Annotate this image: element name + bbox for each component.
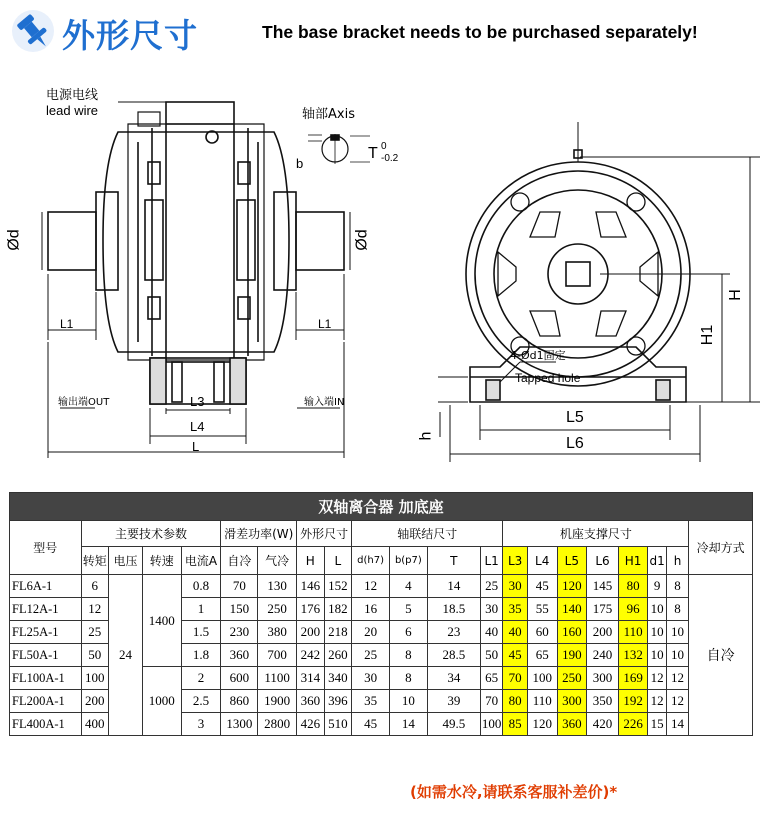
- cell-air: 2800: [258, 713, 297, 736]
- cell-air: 250: [258, 598, 297, 621]
- page-title: 外形尺寸: [62, 16, 198, 55]
- model-cell: FL12A-1: [10, 598, 82, 621]
- cell-d: 25: [352, 644, 390, 667]
- cell-l1: 40: [480, 621, 502, 644]
- cell-l3: 85: [503, 713, 528, 736]
- cell-l1: 30: [480, 598, 502, 621]
- cell-self: 360: [221, 644, 258, 667]
- subheader: T: [427, 547, 480, 575]
- cell-b: 4: [389, 575, 427, 598]
- cell-air: 1100: [258, 667, 297, 690]
- header-model: 型号: [10, 521, 82, 575]
- subheader: b(p7): [389, 547, 427, 575]
- h-total-label: H: [726, 289, 744, 301]
- subheader: L3: [503, 547, 528, 575]
- cell-h: 360: [297, 690, 325, 713]
- cell-h1: 226: [618, 713, 648, 736]
- cell-h1: 80: [618, 575, 648, 598]
- cell-d1: 10: [648, 598, 666, 621]
- cell-d1: 15: [648, 713, 666, 736]
- cell-d: 12: [352, 575, 390, 598]
- subheader: L: [324, 547, 352, 575]
- subheader: h: [666, 547, 688, 575]
- subheader: 转矩: [81, 547, 109, 575]
- cell-t: 14: [427, 575, 480, 598]
- speed-cell: 1400: [142, 575, 181, 667]
- cell-torque: 200: [81, 690, 109, 713]
- cell-d1: 12: [648, 690, 666, 713]
- subheader: H1: [618, 547, 648, 575]
- cell-l: 340: [324, 667, 352, 690]
- cell-h1: 192: [618, 690, 648, 713]
- cell-l3: 35: [503, 598, 528, 621]
- cell-l: 182: [324, 598, 352, 621]
- cell-current: 2.5: [181, 690, 221, 713]
- lead-wire-cn-label: 电源电线: [46, 88, 99, 103]
- cell-l5: 160: [557, 621, 587, 644]
- cell-l5: 190: [557, 644, 587, 667]
- cell-torque: 50: [81, 644, 109, 667]
- header-slip-power: 滑差功率(W): [221, 521, 297, 547]
- cell-l6: 175: [587, 598, 619, 621]
- cell-t: 18.5: [427, 598, 480, 621]
- cell-h: 14: [666, 713, 688, 736]
- table-row: [10, 575, 753, 598]
- l-label: L: [192, 439, 200, 454]
- cell-air: 130: [258, 575, 297, 598]
- cell-l5: 250: [557, 667, 587, 690]
- cell-l4: 55: [527, 598, 557, 621]
- cell-h: 146: [297, 575, 325, 598]
- cell-t: 49.5: [427, 713, 480, 736]
- cell-d: 35: [352, 690, 390, 713]
- cell-self: 150: [221, 598, 258, 621]
- cell-b: 8: [389, 667, 427, 690]
- cell-l6: 350: [587, 690, 619, 713]
- cell-h1: 110: [618, 621, 648, 644]
- table-title: 双轴离合器 加底座: [10, 493, 753, 521]
- pin-icon: [10, 8, 56, 54]
- subheader: 气冷: [258, 547, 297, 575]
- l5-label: L5: [566, 409, 584, 426]
- cell-l4: 120: [527, 713, 557, 736]
- cell-l: 218: [324, 621, 352, 644]
- cell-h: 200: [297, 621, 325, 644]
- cell-current: 1.8: [181, 644, 221, 667]
- cell-l1: 50: [480, 644, 502, 667]
- cell-self: 70: [221, 575, 258, 598]
- cell-d1: 10: [648, 621, 666, 644]
- l3-label: L3: [190, 394, 205, 409]
- cell-l3: 45: [503, 644, 528, 667]
- cell-current: 3: [181, 713, 221, 736]
- purchase-note: The base bracket needs to be purchased separately!: [262, 22, 698, 42]
- cell-l: 260: [324, 644, 352, 667]
- cell-torque: 25: [81, 621, 109, 644]
- cell-torque: 400: [81, 713, 109, 736]
- lead-wire-en-label: lead wire: [46, 103, 99, 118]
- cell-l1: 100: [480, 713, 502, 736]
- l1-left-label: L1: [60, 317, 74, 331]
- l4-label: L4: [190, 419, 205, 434]
- page-header: [0, 0, 761, 62]
- subheader: d1: [648, 547, 666, 575]
- cell-h: 12: [666, 690, 688, 713]
- cell-b: 14: [389, 713, 427, 736]
- cell-l6: 200: [587, 621, 619, 644]
- header-cooling: 冷却方式: [689, 521, 753, 575]
- cell-self: 600: [221, 667, 258, 690]
- cell-h: 242: [297, 644, 325, 667]
- header-shaft: 轴联结尺寸: [352, 521, 503, 547]
- technical-drawing: [0, 62, 761, 482]
- cell-air: 700: [258, 644, 297, 667]
- model-cell: FL400A-1: [10, 713, 82, 736]
- cell-l4: 60: [527, 621, 557, 644]
- cell-l4: 65: [527, 644, 557, 667]
- cell-h: 8: [666, 598, 688, 621]
- cell-h1: 132: [618, 644, 648, 667]
- cell-h: 8: [666, 575, 688, 598]
- axis-label: 轴部Axis: [302, 107, 355, 122]
- spec-table: [9, 492, 753, 736]
- cell-current: 0.8: [181, 575, 221, 598]
- cooling-cell: 自冷: [689, 575, 753, 736]
- cell-l6: 240: [587, 644, 619, 667]
- cell-t: 28.5: [427, 644, 480, 667]
- subheader: d(h7): [352, 547, 390, 575]
- tolerance-t-label: T: [368, 145, 378, 162]
- cell-current: 1: [181, 598, 221, 621]
- h-base-label: h: [417, 431, 435, 441]
- cell-b: 10: [389, 690, 427, 713]
- dimension-drawing: [0, 62, 761, 482]
- cell-d: 30: [352, 667, 390, 690]
- subheader: L6: [587, 547, 619, 575]
- model-cell: FL100A-1: [10, 667, 82, 690]
- cell-l1: 25: [480, 575, 502, 598]
- cell-h: 10: [666, 644, 688, 667]
- subheader: L4: [527, 547, 557, 575]
- voltage-cell: 24: [109, 575, 143, 736]
- cell-t: 34: [427, 667, 480, 690]
- header-base: 机座支撑尺寸: [503, 521, 689, 547]
- cell-air: 1900: [258, 690, 297, 713]
- model-cell: FL6A-1: [10, 575, 82, 598]
- tolerance-lower: -0.2: [381, 153, 399, 164]
- cell-l4: 100: [527, 667, 557, 690]
- cell-d: 16: [352, 598, 390, 621]
- l1-right-label: L1: [318, 317, 332, 331]
- water-cooling-note: (如需水冷,请联系客服补差价)*: [410, 783, 618, 801]
- h1-label: H1: [699, 324, 717, 346]
- key-width-b-label: b: [296, 156, 304, 171]
- shaft-diameter-left: Ød: [5, 229, 23, 251]
- model-cell: FL25A-1: [10, 621, 82, 644]
- subheader: L5: [557, 547, 587, 575]
- header-main-params: 主要技术参数: [81, 521, 221, 547]
- shaft-diameter-right: Ød: [353, 229, 371, 251]
- cell-l3: 70: [503, 667, 528, 690]
- cell-torque: 12: [81, 598, 109, 621]
- cell-torque: 6: [81, 575, 109, 598]
- cell-l5: 120: [557, 575, 587, 598]
- cell-current: 1.5: [181, 621, 221, 644]
- subheader: H: [297, 547, 325, 575]
- subheader: 转速: [142, 547, 181, 575]
- cell-h1: 169: [618, 667, 648, 690]
- cell-h: 314: [297, 667, 325, 690]
- cell-l3: 30: [503, 575, 528, 598]
- cell-l4: 45: [527, 575, 557, 598]
- left-shaft: [48, 212, 96, 270]
- right-shaft: [296, 212, 344, 270]
- cell-l: 152: [324, 575, 352, 598]
- cell-l6: 300: [587, 667, 619, 690]
- cell-l6: 420: [587, 713, 619, 736]
- cell-t: 23: [427, 621, 480, 644]
- cell-d1: 10: [648, 644, 666, 667]
- model-cell: FL50A-1: [10, 644, 82, 667]
- l6-label: L6: [566, 435, 584, 452]
- cell-b: 8: [389, 644, 427, 667]
- tolerance-upper: 0: [381, 141, 387, 152]
- cell-air: 380: [258, 621, 297, 644]
- cell-l1: 70: [480, 690, 502, 713]
- model-cell: FL200A-1: [10, 690, 82, 713]
- subheader: L1: [480, 547, 502, 575]
- cell-l4: 110: [527, 690, 557, 713]
- subheader: 电流A: [181, 547, 221, 575]
- cell-h: 426: [297, 713, 325, 736]
- table-body: [10, 575, 753, 736]
- cell-self: 860: [221, 690, 258, 713]
- cell-l3: 40: [503, 621, 528, 644]
- speed-cell: 1000: [142, 667, 181, 736]
- cell-t: 39: [427, 690, 480, 713]
- cell-h: 176: [297, 598, 325, 621]
- cell-l: 510: [324, 713, 352, 736]
- cell-current: 2: [181, 667, 221, 690]
- cell-self: 1300: [221, 713, 258, 736]
- cell-l5: 360: [557, 713, 587, 736]
- cell-l1: 65: [480, 667, 502, 690]
- cell-h: 10: [666, 621, 688, 644]
- cell-l6: 145: [587, 575, 619, 598]
- cell-l: 396: [324, 690, 352, 713]
- cell-d1: 12: [648, 667, 666, 690]
- input-end-label: 输入端IN: [304, 397, 345, 408]
- subheader: 自冷: [221, 547, 258, 575]
- cell-self: 230: [221, 621, 258, 644]
- header-outline: 外形尺寸: [297, 521, 352, 547]
- tapped-hole-en-label: Tapped hole: [515, 371, 581, 385]
- tapped-hole-cn-label: 4-Ød1固定: [510, 349, 566, 362]
- cell-d1: 9: [648, 575, 666, 598]
- cell-b: 5: [389, 598, 427, 621]
- cell-torque: 100: [81, 667, 109, 690]
- cell-d: 20: [352, 621, 390, 644]
- cell-b: 6: [389, 621, 427, 644]
- cell-d: 45: [352, 713, 390, 736]
- cell-h1: 96: [618, 598, 648, 621]
- cell-l5: 140: [557, 598, 587, 621]
- cell-l3: 80: [503, 690, 528, 713]
- output-end-label: 输出端OUT: [58, 397, 110, 408]
- cell-l5: 300: [557, 690, 587, 713]
- cell-h: 12: [666, 667, 688, 690]
- subheader: 电压: [109, 547, 143, 575]
